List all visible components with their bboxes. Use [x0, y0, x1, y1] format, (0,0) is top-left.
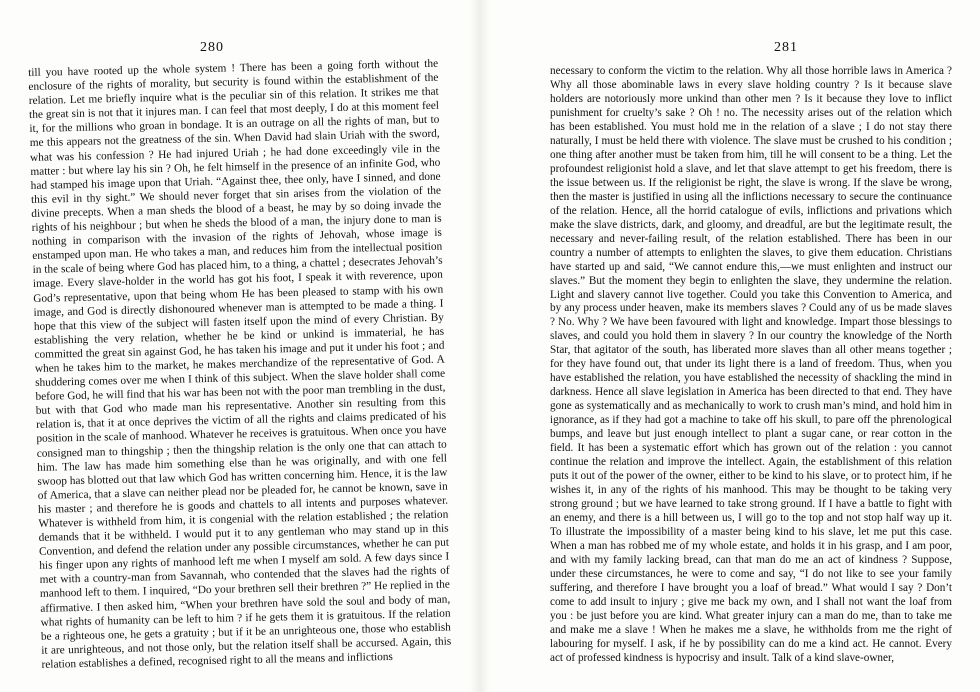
right-page — [490, 0, 980, 692]
right-page-paragraph: necessary to conform the victim to the relation. Why all those horrible laws in America ? Why all those abominable laws in every slave holding country ? Is it because slave holders are notoriously more unkind than other men ? Is it because they love to inflict punishment for cruelty’s sake ? Oh ! no. The necessity arises out of the relation which has been established. You must hold me in the relation of a slave ; I do not stay there naturally, I must be held there with violence. The slave must be crushed to his condition ; one thing after another must be taken from him, till he will consent to be a thing. Let the profoundest religionist hold a slave, and let that slave attempt to get his freedom, there is the issue between us. If the religionist be right, the slave is wrong. If the slave be wrong, then the master is justified in using all the inflictions necessary to secure the continuance of the relation. Hence, all the horrid catalogue of evils, inflictions and privations which make the slave districts, dark, and gloomy, and dreadful, are but the legitimate result, the necessary and never-failing result, of the relation established. There has been in our country a number of attempts to enlighten the slaves, to give them education. Christians have started up and said, “We cannot endure this,—we must enlighten and instruct our slaves.” But the moment they begin to enlighten the slave, they undermine the relation. Light and slavery cannot live together. Could you take this Convention to America, and by any process under heaven, make its members slaves ? Could any of us be made slaves ? No. Why ? We have been favoured with light and knowledge. Impart those blessings to slaves, and could you hold them in slavery ? In our country the knowledge of the North Star, that agitator of the south, has liberated more slaves than all other means together ; for they have found out, that under its light there is a land of freedom. Thus, when you have established the relation, you have established the necessity of shackling the mind in darkness. Hence all slave legislation in America has been directed to that end. They have gone as systematically and as mechanically to work to crush man’s mind, and hold him in ignorance, as if they had got a machine to take off his skull, to pare off the phrenological bumps, and leave but just enough intellect to plant a sugar cane, or rear cotton in the field. It has been a systematic effort which has grown out of the relation : you cannot continue the relation and improve the intellect. Again, the establishment of this relation puts it out of the power of the owner, either to be kind to his slave, or to protect him, if he wishes it, in any of the rights of his manhood. This may be thought to be taking very strong ground ; but we have learned to take strong ground. If I have a battle to fight with an enemy, and there is a hill between us, I will go to the top and not stop half way up it. To illustrate the impossibility of a master being kind to his slave, let me put this case. When a man has robbed me of my whole estate, and holds it in his grasp, and I am poor, and with my family lacking bread, can that man do me an act of kindness ? Suppose, under these circumstances, he were to come and say, “I do not like to see your family suffering, and therefore I have brought you a loaf of bread.” What would I say ? Don’t come to add insult to injury ; give me back my own, and I shall not want the loaf from you : be just before you are kind. What greater injury can a man do me, than to take me and make me a slave ! When he makes me a slave, he withholds from me the right of labouring for myself. I ask, if he by possibility can do me a kind act. He cannot. Every act of professed kindness is hypocrisy and insult. Talk of a kind slave-owner, — [550, 65, 952, 664]
page-number-left: 280 — [200, 40, 224, 55]
left-page-body — [28, 57, 452, 672]
page-number-right: 281 — [774, 40, 798, 55]
left-page — [0, 0, 470, 692]
right-page-body — [550, 65, 952, 666]
book-gutter — [470, 0, 490, 692]
left-page-paragraph: till you have rooted up the whole system ! There has been a going forth without the enclosure of the rights of morality, but security is found within the establishment of the relation. Let me briefly inquire what is the peculiar sin of this relation. It strikes me that the great sin is not that it injures man. I can feel that most deeply, I do at this moment feel it, for the millions who groan in bondage. It is an outrage on all the rights of man, but to me this appears not the greatness of the sin. When David had slain Uriah with the sword, what was his confession ? He had injured Uriah ; he had done exceedingly vile in the matter : but where lay his sin ? Oh, he felt himself in the presence of an infinite God, who had stamped his image upon that Uriah. “Against thee, thee only, have I sinned, and done this evil in thy sight.” We should never forget that sin arises from the violation of the divine precepts. When a man sheds the blood of a beast, he may by so doing invade the rights of his neighbour ; but when he sheds the blood of a man, the injury done to man is nothing in comparison with the invasion of the rights of Jehovah, whose image is enstamped upon man. He who takes a man, and reduces him from the intellectual position in the scale of being where God has placed him, to a thing, a chattel ; desecrates Jehovah’s image. Every slave-holder in the world has got his foot, I speak it with reverence, upon God’s representative, upon that being whom He has been pleased to stamp with his own image, and God is directly dishonoured whenever man is attempted to be made a thing. I hope that this view of the subject will fasten itself upon the mind of every Christian. By establishing the very relation, whether he be kind or unkind is immaterial, he has committed the great sin against God, he has taken his image and put it under his foot ; and when he takes him to the market, he makes merchandize of the representative of God. A shuddering comes over me when I think of this subject. When the slave holder shall come before God, he will find that his war has been not with the poor man trembling in the dust, but with that God who made man his representative. Another sin resulting from this relation is, that it at once deprives the victim of all the rights and claims predicated of his position in the scale of manhood. Whatever he receives is gratuitous. When once you have consigned man to thingship ; then the thingship relation is the only one that can attach to him. The law has made him something else than he was originally, and with one fell swoop has blotted out that law which God has written concerning him. Hence, it is the law of America, that a slave can neither plead nor be pleaded for, he cannot be known, save in his master ; and therefore he is goods and chattels to all intents and purposes whatever. Whatever is withheld from him, it is congenial with the relation established ; the relation demands that it be withheld. I would put it to any gentleman who may stand up in this Convention, and defend the relation under any possible circumstances, whether he can put his finger upon any rights of manhood left me when I myself am sold. A few days since I met with a country-man from Savannah, who contended that the slaves had the rights of manhood left to them. I inquired, “Do your brethren sell their brethren ?” He replied in the affirmative. I then asked him, “When your brethren have sold the soul and body of man, what rights of humanity can be left to him ? if he gets them it is gratuitous. If the relation be a righteous one, he gets a gratuity ; but if it be an unrighteous one, those who establish it are unrighteous, and not those only, but the relation itself shall be accursed. Again, this relation establishes a defined, recognised right to all the means and inflictions — [28, 57, 452, 671]
